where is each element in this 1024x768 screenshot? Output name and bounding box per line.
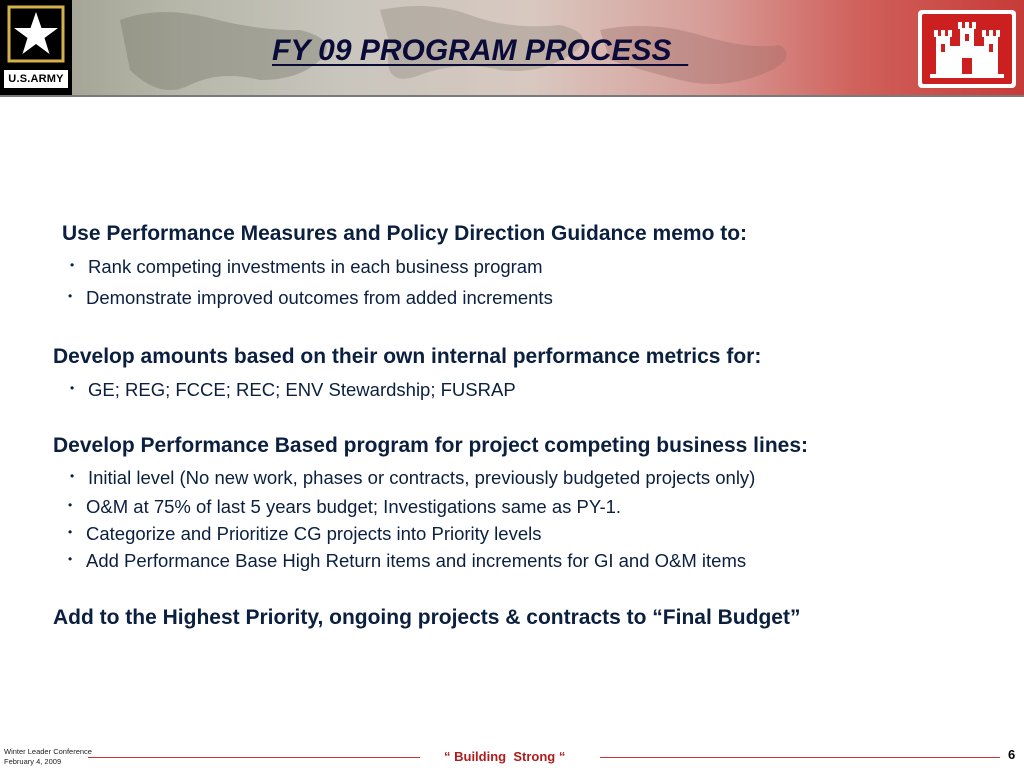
army-logo xyxy=(0,0,72,95)
footer-date: February 4, 2009 xyxy=(4,757,62,766)
footer-conference-info xyxy=(4,747,92,767)
page-number: 6 xyxy=(1008,747,1016,762)
army-logo-text: U.S.ARMY xyxy=(4,70,68,88)
page-title: FY 09 PROGRAM PROCESS xyxy=(272,34,689,67)
footer-divider-right xyxy=(600,757,1000,758)
section-heading-final-budget: Add to the Highest Priority, ongoing projects & contracts to “Final Budget” xyxy=(53,606,801,629)
list-item: • O&M at 75% of last 5 years budget; Investigations same as PY-1. xyxy=(68,496,622,517)
footer-slogan: “ Building Strong “ xyxy=(444,749,566,764)
footer-divider-left xyxy=(88,757,420,758)
header-divider xyxy=(0,95,1024,97)
section-heading-business-lines: Develop Performance Based program for project competing business lines: xyxy=(53,434,809,457)
list-item: • Rank competing investments in each business program xyxy=(70,256,543,277)
corps-of-engineers-logo xyxy=(918,10,1016,88)
footer-conference: Winter Leader Conference xyxy=(4,747,92,756)
list-item: • Categorize and Prioritize CG projects into Priority levels xyxy=(68,523,542,544)
list-item: • Add Performance Base High Return items and increments for GI and O&M items xyxy=(68,550,747,571)
list-item: • Demonstrate improved outcomes from added increments xyxy=(68,287,553,308)
castle-icon xyxy=(922,14,1012,84)
list-item: • Initial level (No new work, phases or contracts, previously budgeted projects only) xyxy=(70,467,756,488)
section-heading-internal-metrics: Develop amounts based on their own internal performance metrics for: xyxy=(53,345,762,368)
list-item: • GE; REG; FCCE; REC; ENV Stewardship; FUSRAP xyxy=(70,379,516,400)
star-icon xyxy=(6,4,66,64)
section-heading-performance-measures: Use Performance Measures and Policy Direction Guidance memo to: xyxy=(62,222,748,245)
